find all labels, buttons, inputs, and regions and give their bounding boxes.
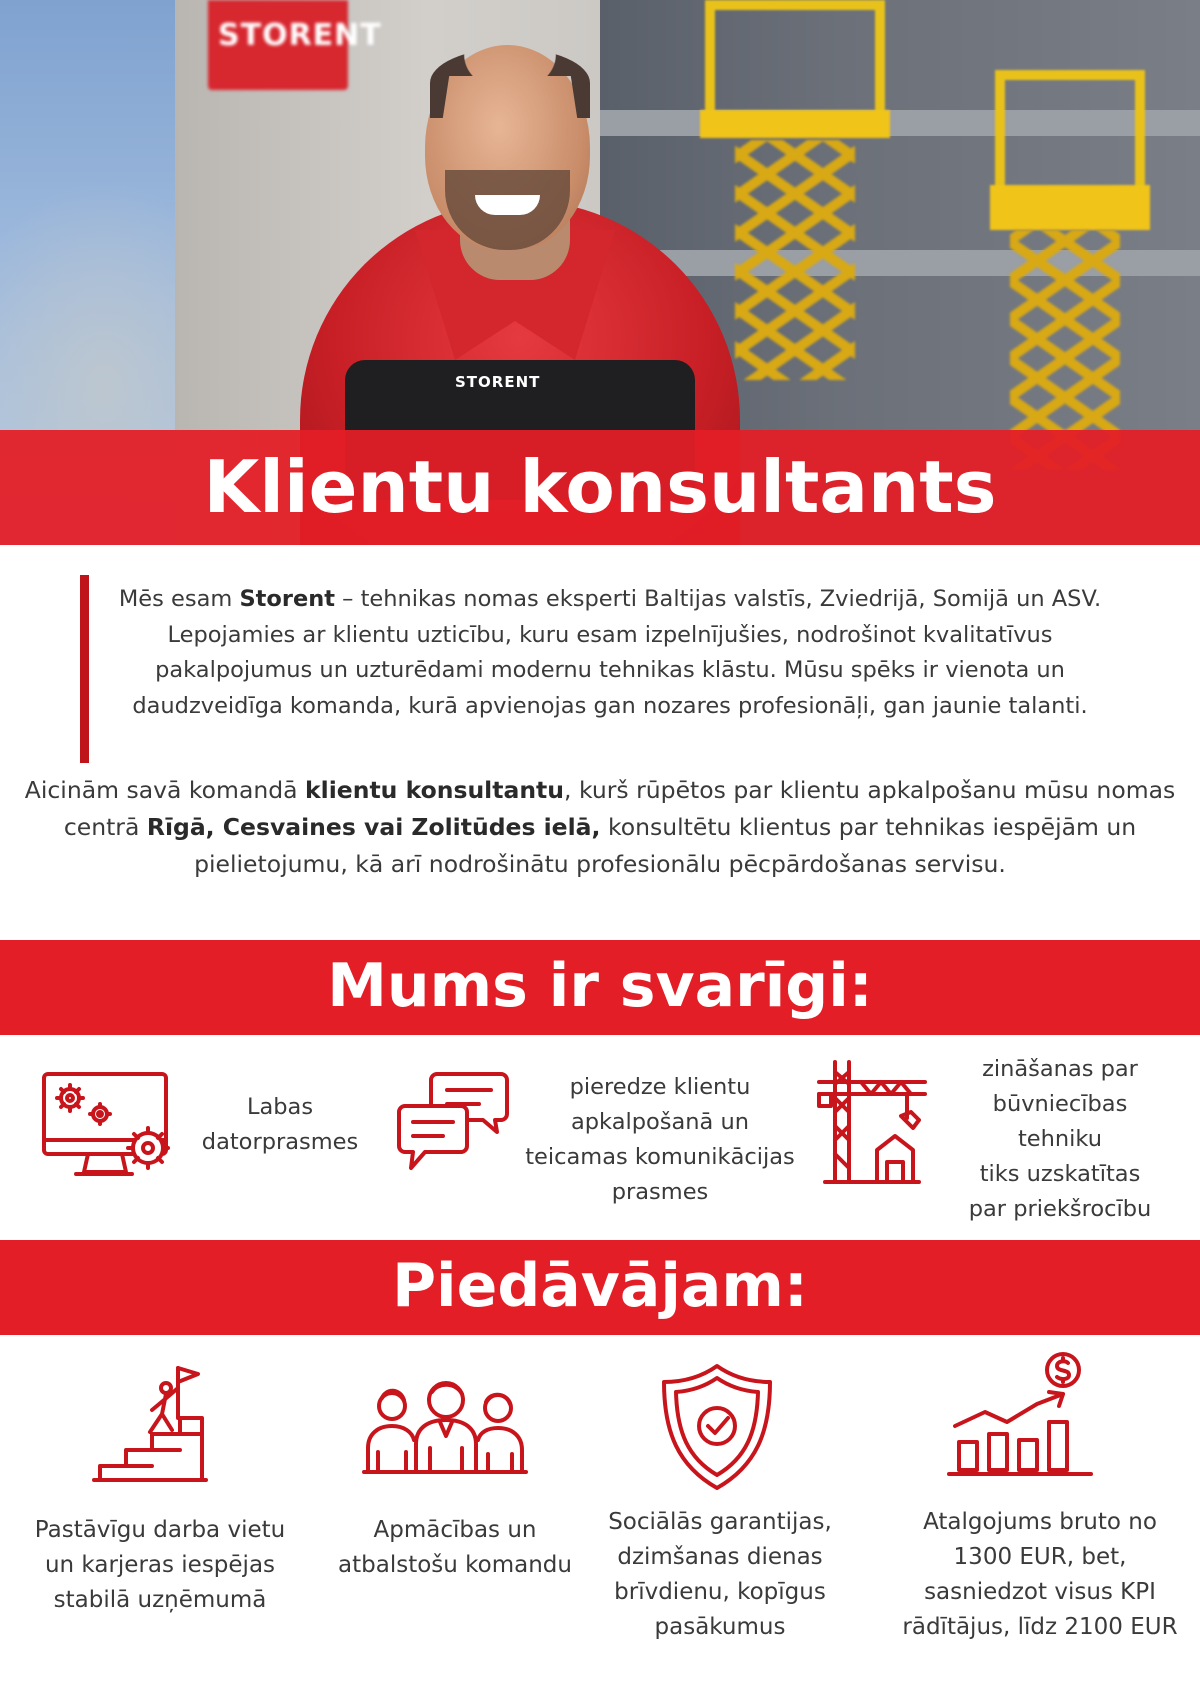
job-role: klientu konsultantu [305, 776, 565, 804]
intro-text: – tehnikas nomas eksperti Baltijas valstīs, Zviedrijā, Somijā un ASV. Lepojamies ar klientu uzticību, kuru esam izpelnījušies, nodrošinot kvalitatīvus pakalpojumus un uzturēdami modernu tehnikas klāstu. Mūsu spēks ir vienota un daudzveidīga komanda, kurā apvienojas gan nozares profesionāļi, gan jaunie talanti. [132, 586, 1102, 719]
requirement-item: pieredze klientu apkalpošanā un teicamas komunikācijas prasmes [525, 1074, 795, 1205]
storent-sign: STORENT [208, 0, 348, 90]
career-summit-icon [90, 1362, 210, 1484]
page-title: Klientu konsultants [0, 430, 1200, 545]
requirement-item: Labas datorprasmes [201, 1094, 359, 1155]
offers-heading: Piedāvājam: [0, 1240, 1200, 1335]
salary-growth-chart-icon [945, 1350, 1095, 1480]
chat-bubbles-icon [395, 1070, 510, 1175]
offer-item: Pastāvīgu darba vietu un karjeras iespējas stabilā uzņēmumā [34, 1517, 286, 1613]
jacket-logo: STORENT [455, 373, 541, 391]
brand-name: Storent [239, 586, 336, 612]
construction-crane-icon [815, 1058, 930, 1188]
person-smile [475, 195, 540, 215]
intro-text: Mēs esam [118, 586, 240, 612]
job-location: Rīgā, Cesvaines vai Zolitūdes ielā, [146, 813, 601, 841]
offer-item: Atalgojums bruto no 1300 EUR, bet, sasniedzot visus KPI rādītājus, līdz 2100 EUR [902, 1509, 1178, 1640]
computer-settings-icon [40, 1070, 175, 1180]
lift-rail [995, 70, 1145, 190]
requirement-item: zināšanas par būvniecības tehniku tiks uzskatītas par priekšrocību [968, 1056, 1152, 1222]
invite-text: Aicinām savā komandā [24, 776, 306, 804]
lift-scissor [735, 140, 855, 380]
offer-item: Apmācības un atbalstošu komandu [338, 1517, 572, 1578]
invite-paragraph [20, 772, 1180, 883]
offer-item: Sociālās garantijas, dzimšanas dienas brīvdienu, kopīgus pasākumus [608, 1509, 832, 1640]
requirements-heading: Mums ir svarīgi: [0, 940, 1200, 1035]
team-people-icon [360, 1378, 530, 1476]
intro-paragraph [105, 582, 1115, 724]
lift-rail [705, 0, 885, 120]
invite-text: , kurš rūpētos par klientu apkalpošanu mūsu nomas centrā [63, 776, 1176, 841]
lift-platform [700, 110, 890, 138]
lift-platform [990, 185, 1150, 230]
invite-text: konsultētu klientus par tehnikas iespējām un pielietojumu, kā arī nodrošinātu profesionālu pēcpārdošanas servisu. [194, 813, 1137, 878]
shield-check-icon [660, 1362, 775, 1492]
intro-accent-bar [80, 575, 89, 763]
